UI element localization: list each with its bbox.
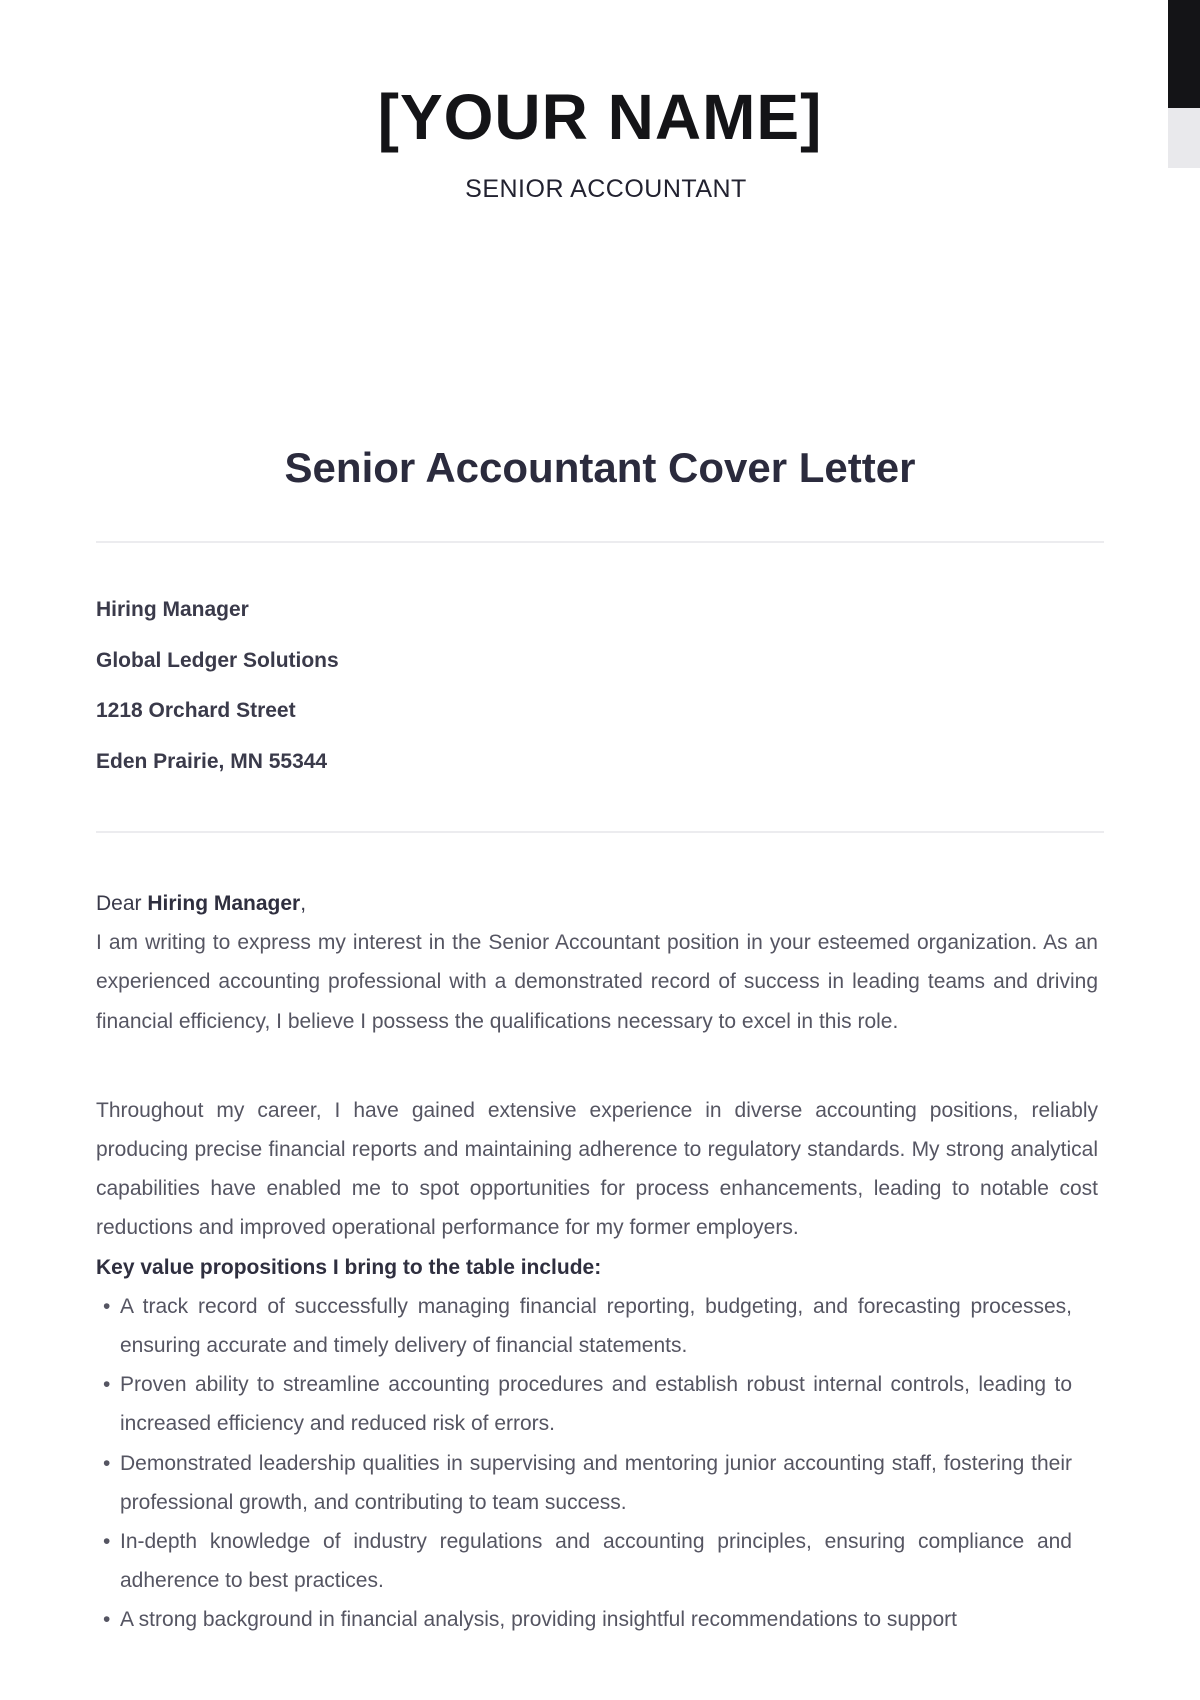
recipient-title: Hiring Manager: [96, 598, 249, 621]
list-item: • A track record of successfully managing financial reporting, budgeting, and forecasting processes, ensuring accurate and timely delivery of financial statements.: [96, 1287, 1098, 1365]
letter-body: [96, 884, 1098, 1640]
list-item: • Proven ability to streamline accounting procedures and establish robust internal controls, leading to increased efficiency and reduced risk of errors.: [96, 1365, 1098, 1443]
salutation: [96, 884, 1098, 923]
recipient-city: Eden Prairie, MN 55344: [96, 749, 328, 773]
list-item: • In-depth knowledge of industry regulations and accounting principles, ensuring compliance and adherence to best practices.: [96, 1522, 1098, 1600]
recipient-company: Global Ledger Solutions: [96, 648, 339, 672]
greeting-name: Hiring Manager: [147, 892, 301, 915]
greeting-punct: ,: [300, 892, 307, 915]
paragraph-spacer: [96, 1041, 1098, 1091]
recipient-street: 1218 Orchard Street: [96, 699, 296, 722]
greeting-word: Dear: [96, 892, 142, 915]
document-title: Senior Accountant Cover Letter: [284, 444, 916, 491]
applicant-name: [YOUR NAME]: [377, 81, 823, 153]
applicant-role: SENIOR ACCOUNTANT: [465, 175, 747, 203]
recipient-address: [96, 596, 339, 798]
paragraph-intro: I am writing to express my interest in the Senior Accountant position in your esteemed organization. As an experienced accounting professional with a demonstrated record of success in leading teams and driving financial efficiency, I believe I possess the qualifications necessary to excel in this role.: [96, 931, 1098, 1033]
key-propositions-heading: Key value propositions I bring to the table include:: [96, 1255, 602, 1279]
divider: [96, 541, 1104, 543]
list-item: • Demonstrated leadership qualities in supervising and mentoring junior accounting staff, fostering their professional growth, and contributing to team success.: [96, 1444, 1098, 1522]
divider: [96, 831, 1104, 833]
paragraph-experience: Throughout my career, I have gained extensive experience in diverse accounting positions, reliably producing precise financial reports and maintaining adherence to regulatory standards. My strong analytical capabilities have enabled me to spot opportunities for process enhancements, leading to notable cost reductions and improved operational performance for my former employers.: [96, 1098, 1098, 1240]
list-item: • A strong background in financial analysis, providing insightful recommendations to support: [96, 1600, 1098, 1639]
key-propositions-list: [96, 1287, 1098, 1640]
